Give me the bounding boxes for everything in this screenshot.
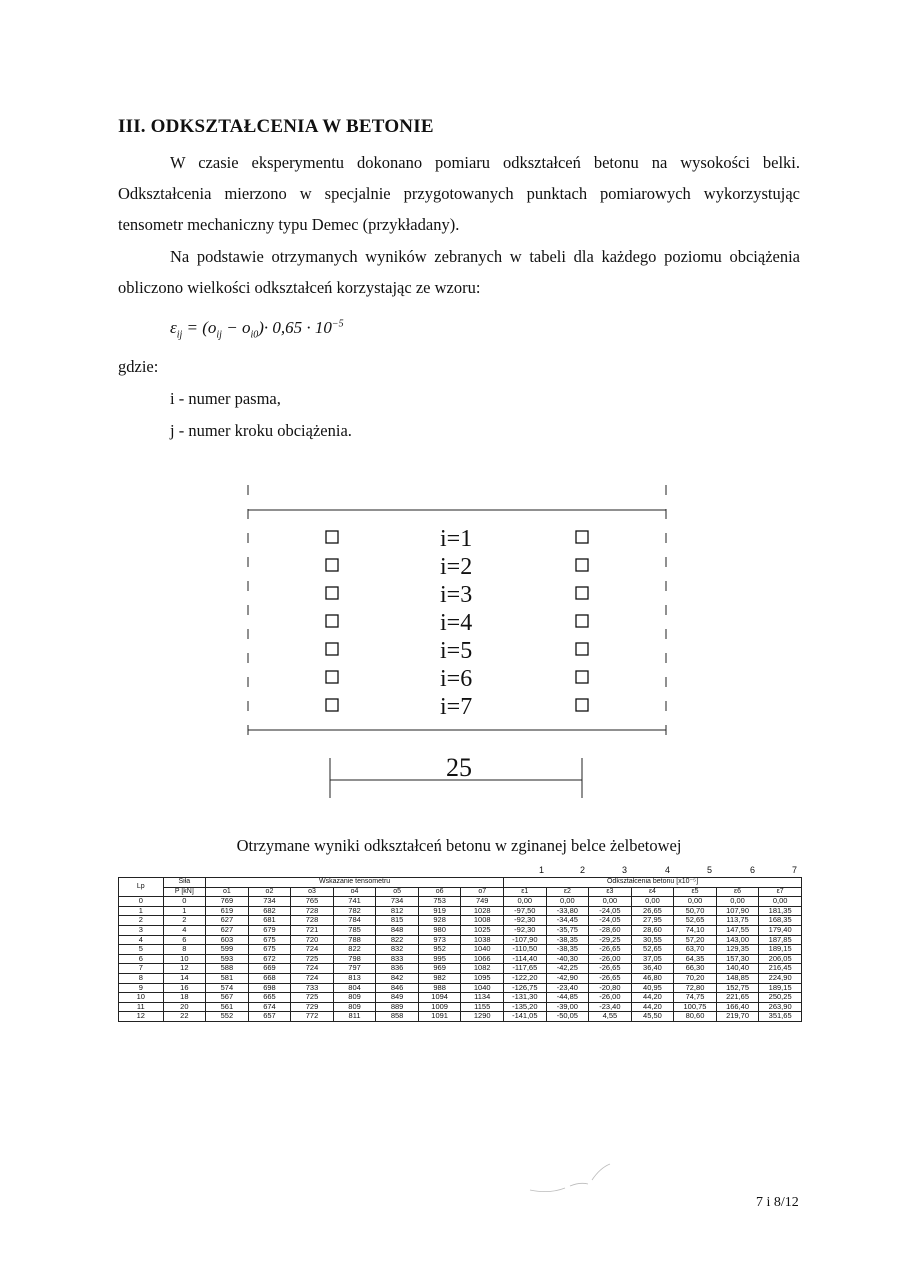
- table-cell: 846: [376, 983, 419, 993]
- table-cell: 0,00: [631, 897, 674, 907]
- table-row: [119, 945, 802, 955]
- table-cell: 57,20: [674, 935, 717, 945]
- table-cell: 80,60: [674, 1012, 717, 1022]
- header-reading-4: o4: [333, 887, 376, 897]
- table-cell: 665: [248, 993, 291, 1003]
- table-row: [119, 954, 802, 964]
- table-cell: 1066: [461, 954, 504, 964]
- table-cell: -33,80: [546, 906, 589, 916]
- table-cell: 721: [291, 925, 334, 935]
- table-cell: 1094: [418, 993, 461, 1003]
- table-cell: 734: [376, 897, 419, 907]
- table-cell: 765: [291, 897, 334, 907]
- table-cell: 785: [333, 925, 376, 935]
- table-cell: 724: [291, 945, 334, 955]
- header-strain-5: ε5: [674, 887, 717, 897]
- table-cell: 0,00: [504, 897, 547, 907]
- band-label-6: i=6: [440, 666, 473, 692]
- table-cell: 168,35: [759, 916, 802, 926]
- header-reading-3: o3: [291, 887, 334, 897]
- header-force-unit: P [kN]: [163, 887, 206, 897]
- table-cell: 2: [163, 916, 206, 926]
- table-cell: 0: [163, 897, 206, 907]
- table-cell: 813: [333, 973, 376, 983]
- table-cell: -40,30: [546, 954, 589, 964]
- table-cell: 980: [418, 925, 461, 935]
- table-cell: 599: [206, 945, 249, 955]
- table-cell: 18: [163, 993, 206, 1003]
- table-cell: 107,90: [716, 906, 759, 916]
- section-heading: III. ODKSZTAŁCENIA W BETONIE: [118, 116, 434, 137]
- table-cell: -42,25: [546, 964, 589, 974]
- dimension-label: 25: [446, 753, 472, 782]
- table-cell: 4: [119, 935, 164, 945]
- table-cell: -97,50: [504, 906, 547, 916]
- header-reading-1: o1: [206, 887, 249, 897]
- table-cell: 72,80: [674, 983, 717, 993]
- table-cell: 189,15: [759, 983, 802, 993]
- table-cell: 1082: [461, 964, 504, 974]
- table-cell: 988: [418, 983, 461, 993]
- definition-j: j - numer kroku obciążenia.: [170, 421, 352, 440]
- paragraph-intro-text: W czasie eksperymentu dokonano pomiaru odkształceń betonu na wysokości belki. Odkształcenia mierzono w specjalnie przygotowanych punktach pomiarowych wykorzystując tensometr mechaniczny typu Demec (przykładany).: [118, 153, 800, 234]
- table-cell: 669: [248, 964, 291, 974]
- header-lp: Lp: [119, 878, 164, 897]
- table-cell: -26,65: [589, 973, 632, 983]
- table-cell: 27,95: [631, 916, 674, 926]
- table-cell: 672: [248, 954, 291, 964]
- table-cell: 822: [376, 935, 419, 945]
- table-row: [119, 906, 802, 916]
- paragraph-intro: [118, 147, 800, 240]
- table-cell: 784: [333, 916, 376, 926]
- table-cell: 679: [248, 925, 291, 935]
- table-cell: 1028: [461, 906, 504, 916]
- table-cell: 2: [119, 916, 164, 926]
- table-cell: 140,40: [716, 964, 759, 974]
- table-cell: 3: [119, 925, 164, 935]
- table-cell: 12: [163, 964, 206, 974]
- table-cell: 741: [333, 897, 376, 907]
- table-cell: 10: [163, 954, 206, 964]
- table-cell: 7: [119, 964, 164, 974]
- table-row: [119, 897, 802, 907]
- table-cell: 809: [333, 993, 376, 1003]
- table-cell: 250,25: [759, 993, 802, 1003]
- table-cell: -117,65: [504, 964, 547, 974]
- table-cell: 44,20: [631, 993, 674, 1003]
- table-cell: 4: [163, 925, 206, 935]
- table-cell: 157,30: [716, 954, 759, 964]
- table-cell: 1: [163, 906, 206, 916]
- table-cell: -23,40: [589, 1002, 632, 1012]
- table-cell: 147,55: [716, 925, 759, 935]
- table-cell: 675: [248, 935, 291, 945]
- table-cell: 1040: [461, 983, 504, 993]
- header-strains: Odkształcenia betonu [x10⁻⁵]: [504, 878, 802, 888]
- table-row: [119, 925, 802, 935]
- table-cell: 22: [163, 1012, 206, 1022]
- table-cell: 64,35: [674, 954, 717, 964]
- table-cell: -92,30: [504, 916, 547, 926]
- header-readings: Wskazanie tensometru: [206, 878, 504, 888]
- table-cell: 728: [291, 906, 334, 916]
- table-cell: 0,00: [759, 897, 802, 907]
- table-cell: 788: [333, 935, 376, 945]
- table-cell: 969: [418, 964, 461, 974]
- where-label: gdzie:: [118, 357, 159, 376]
- table-cell: 561: [206, 1002, 249, 1012]
- table-cell: 588: [206, 964, 249, 974]
- table-cell: 4,55: [589, 1012, 632, 1022]
- table-cell: -34,45: [546, 916, 589, 926]
- table-cell: 889: [376, 1002, 419, 1012]
- table-cell: 627: [206, 925, 249, 935]
- table-cell: 181,35: [759, 906, 802, 916]
- table-cell: 187,85: [759, 935, 802, 945]
- table-cell: 769: [206, 897, 249, 907]
- table-cell: 849: [376, 993, 419, 1003]
- table-cell: 797: [333, 964, 376, 974]
- table-cell: 189,15: [759, 945, 802, 955]
- table-cell: 982: [418, 973, 461, 983]
- table-cell: -35,75: [546, 925, 589, 935]
- table-cell: 206,05: [759, 954, 802, 964]
- table-caption: Otrzymane wyniki odkształceń betonu w zginanej belce żelbetowej: [236, 836, 682, 855]
- table-cell: 16: [163, 983, 206, 993]
- paragraph-formula-intro-text: Na podstawie otrzymanych wyników zebranych w tabeli dla każdego poziomu obciążenia obliczono wielkości odkształceń korzystając ze wzoru:: [118, 247, 800, 297]
- band-label-7: i=7: [440, 694, 473, 720]
- header-strain-2: ε2: [546, 887, 589, 897]
- table-row: [119, 1012, 802, 1022]
- table-cell: 20: [163, 1002, 206, 1012]
- table-cell: 179,40: [759, 925, 802, 935]
- table-cell: 833: [376, 954, 419, 964]
- table-cell: -135,20: [504, 1002, 547, 1012]
- table-cell: 9: [119, 983, 164, 993]
- table-cell: 836: [376, 964, 419, 974]
- table-cell: 0: [119, 897, 164, 907]
- table-cell: -114,40: [504, 954, 547, 964]
- table-cell: 351,65: [759, 1012, 802, 1022]
- table-cell: 973: [418, 935, 461, 945]
- table-cell: 6: [163, 935, 206, 945]
- table-row: [119, 973, 802, 983]
- table-cell: 674: [248, 1002, 291, 1012]
- table-cell: -141,05: [504, 1012, 547, 1022]
- table-cell: 1134: [461, 993, 504, 1003]
- table-cell: 45,50: [631, 1012, 674, 1022]
- table-cell: -42,90: [546, 973, 589, 983]
- table-cell: 782: [333, 906, 376, 916]
- table-cell: -44,85: [546, 993, 589, 1003]
- table-cell: 627: [206, 916, 249, 926]
- table-cell: 698: [248, 983, 291, 993]
- table-cell: 143,00: [716, 935, 759, 945]
- table-cell: 804: [333, 983, 376, 993]
- table-cell: 40,95: [631, 983, 674, 993]
- table-cell: 37,05: [631, 954, 674, 964]
- table-cell: 657: [248, 1012, 291, 1022]
- band-label-3: i=3: [440, 582, 473, 608]
- table-cell: 928: [418, 916, 461, 926]
- table-cell: 919: [418, 906, 461, 916]
- strain-formula: $\varepsilon_{ij} = (o_{ij} - o_{i0})\cdot 0,65 \cdot 10^{-5}$: [170, 318, 344, 341]
- table-cell: 152,75: [716, 983, 759, 993]
- table-cell: 1290: [461, 1012, 504, 1022]
- table-cell: 725: [291, 993, 334, 1003]
- table-cell: 832: [376, 945, 419, 955]
- table-cell: 574: [206, 983, 249, 993]
- table-cell: 66,30: [674, 964, 717, 974]
- table-cell: 44,20: [631, 1002, 674, 1012]
- table-cell: -92,30: [504, 925, 547, 935]
- table-cell: 5: [119, 945, 164, 955]
- table-cell: -26,00: [589, 993, 632, 1003]
- table-cell: -26,65: [589, 964, 632, 974]
- table-cell: 52,65: [631, 945, 674, 955]
- table-cell: 1025: [461, 925, 504, 935]
- table-cell: -24,05: [589, 906, 632, 916]
- table-cell: 8: [119, 973, 164, 983]
- definition-i: i - numer pasma,: [170, 389, 281, 408]
- table-cell: -26,65: [589, 945, 632, 955]
- table-cell: -28,60: [589, 925, 632, 935]
- table-cell: 1091: [418, 1012, 461, 1022]
- table-cell: 728: [291, 916, 334, 926]
- header-reading-2: o2: [248, 887, 291, 897]
- table-cell: 1155: [461, 1002, 504, 1012]
- table-cell: 74,10: [674, 925, 717, 935]
- table-cell: 28,60: [631, 925, 674, 935]
- table-cell: -126,75: [504, 983, 547, 993]
- table-cell: 822: [333, 945, 376, 955]
- table-cell: 26,65: [631, 906, 674, 916]
- table-cell: 52,65: [674, 916, 717, 926]
- table-cell: 720: [291, 935, 334, 945]
- table-cell: 36,40: [631, 964, 674, 974]
- table-cell: 70,20: [674, 973, 717, 983]
- table-row: [119, 1002, 802, 1012]
- table-cell: 113,75: [716, 916, 759, 926]
- band-label-2: i=2: [440, 554, 473, 580]
- table-cell: 675: [248, 945, 291, 955]
- table-cell: 734: [248, 897, 291, 907]
- table-cell: 216,45: [759, 964, 802, 974]
- table-cell: 995: [418, 954, 461, 964]
- pencil-scribble: [520, 1160, 630, 1200]
- table-cell: 809: [333, 1002, 376, 1012]
- table-cell: -50,05: [546, 1012, 589, 1022]
- table-cell: 682: [248, 906, 291, 916]
- table-cell: 798: [333, 954, 376, 964]
- header-strain-4: ε4: [631, 887, 674, 897]
- table-cell: -23,40: [546, 983, 589, 993]
- table-cell: 1095: [461, 973, 504, 983]
- header-reading-7: o7: [461, 887, 504, 897]
- table-cell: 221,65: [716, 993, 759, 1003]
- table-cell: 815: [376, 916, 419, 926]
- table-cell: 12: [119, 1012, 164, 1022]
- table-cell: -24,05: [589, 916, 632, 926]
- table-cell: -38,35: [546, 945, 589, 955]
- header-strain-6: ε6: [716, 887, 759, 897]
- band-label-5: i=5: [440, 638, 473, 664]
- table-cell: 811: [333, 1012, 376, 1022]
- header-sila: Siła: [163, 878, 206, 888]
- band-label-4: i=4: [440, 610, 473, 636]
- table-cell: 0,00: [716, 897, 759, 907]
- table-cell: 129,35: [716, 945, 759, 955]
- table-cell: 166,40: [716, 1002, 759, 1012]
- header-strain-3: ε3: [589, 887, 632, 897]
- table-cell: 681: [248, 916, 291, 926]
- header-strain-7: ε7: [759, 887, 802, 897]
- band-label-1: i=1: [440, 526, 473, 552]
- table-cell: -38,35: [546, 935, 589, 945]
- table-cell: 842: [376, 973, 419, 983]
- table-cell: 952: [418, 945, 461, 955]
- table-row: [119, 993, 802, 1003]
- table-cell: 812: [376, 906, 419, 916]
- table-cell: 10: [119, 993, 164, 1003]
- table-cell: 1038: [461, 935, 504, 945]
- header-reading-6: o6: [418, 887, 461, 897]
- table-cell: 581: [206, 973, 249, 983]
- table-cell: 1040: [461, 945, 504, 955]
- table-cell: 6: [119, 954, 164, 964]
- table-cell: 219,70: [716, 1012, 759, 1022]
- paragraph-formula-intro: [118, 241, 800, 303]
- table-cell: 725: [291, 954, 334, 964]
- table-row: [119, 964, 802, 974]
- table-cell: 46,80: [631, 973, 674, 983]
- page-number: 7 i 8/12: [756, 1195, 799, 1210]
- header-strain-1: ε1: [504, 887, 547, 897]
- table-cell: 0,00: [546, 897, 589, 907]
- table-cell: 100,75: [674, 1002, 717, 1012]
- strain-results-table: [118, 877, 802, 1022]
- table-cell: 74,75: [674, 993, 717, 1003]
- table-row: [119, 983, 802, 993]
- table-cell: 224,90: [759, 973, 802, 983]
- table-cell: 263,90: [759, 1002, 802, 1012]
- table-cell: -110,50: [504, 945, 547, 955]
- table-cell: 749: [461, 897, 504, 907]
- table-cell: 0,00: [674, 897, 717, 907]
- table-cell: 567: [206, 993, 249, 1003]
- table-cell: 1008: [461, 916, 504, 926]
- table-row: [119, 916, 802, 926]
- table-cell: 753: [418, 897, 461, 907]
- table-cell: 50,70: [674, 906, 717, 916]
- table-row: [119, 935, 802, 945]
- table-cell: 858: [376, 1012, 419, 1022]
- header-reading-5: o5: [376, 887, 419, 897]
- table-cell: 603: [206, 935, 249, 945]
- table-cell: -131,30: [504, 993, 547, 1003]
- table-cell: -122,20: [504, 973, 547, 983]
- table-cell: 11: [119, 1002, 164, 1012]
- table-cell: 729: [291, 1002, 334, 1012]
- table-cell: 0,00: [589, 897, 632, 907]
- table-cell: 733: [291, 983, 334, 993]
- table-cell: 1009: [418, 1002, 461, 1012]
- table-cell: 772: [291, 1012, 334, 1022]
- table-cell: 724: [291, 973, 334, 983]
- table-cell: 1: [119, 906, 164, 916]
- table-cell: 848: [376, 925, 419, 935]
- beam-cross-section-diagram: [230, 480, 680, 815]
- table-cell: -107,90: [504, 935, 547, 945]
- table-cell: 619: [206, 906, 249, 916]
- table-cell: -29,25: [589, 935, 632, 945]
- table-cell: 552: [206, 1012, 249, 1022]
- table-cell: 14: [163, 973, 206, 983]
- table-cell: 63,70: [674, 945, 717, 955]
- table-cell: 148,85: [716, 973, 759, 983]
- table-cell: 593: [206, 954, 249, 964]
- table-cell: -39,00: [546, 1002, 589, 1012]
- table-cell: 30,55: [631, 935, 674, 945]
- table-cell: 668: [248, 973, 291, 983]
- table-cell: -20,80: [589, 983, 632, 993]
- table-cell: 724: [291, 964, 334, 974]
- table-cell: 8: [163, 945, 206, 955]
- table-cell: -26,00: [589, 954, 632, 964]
